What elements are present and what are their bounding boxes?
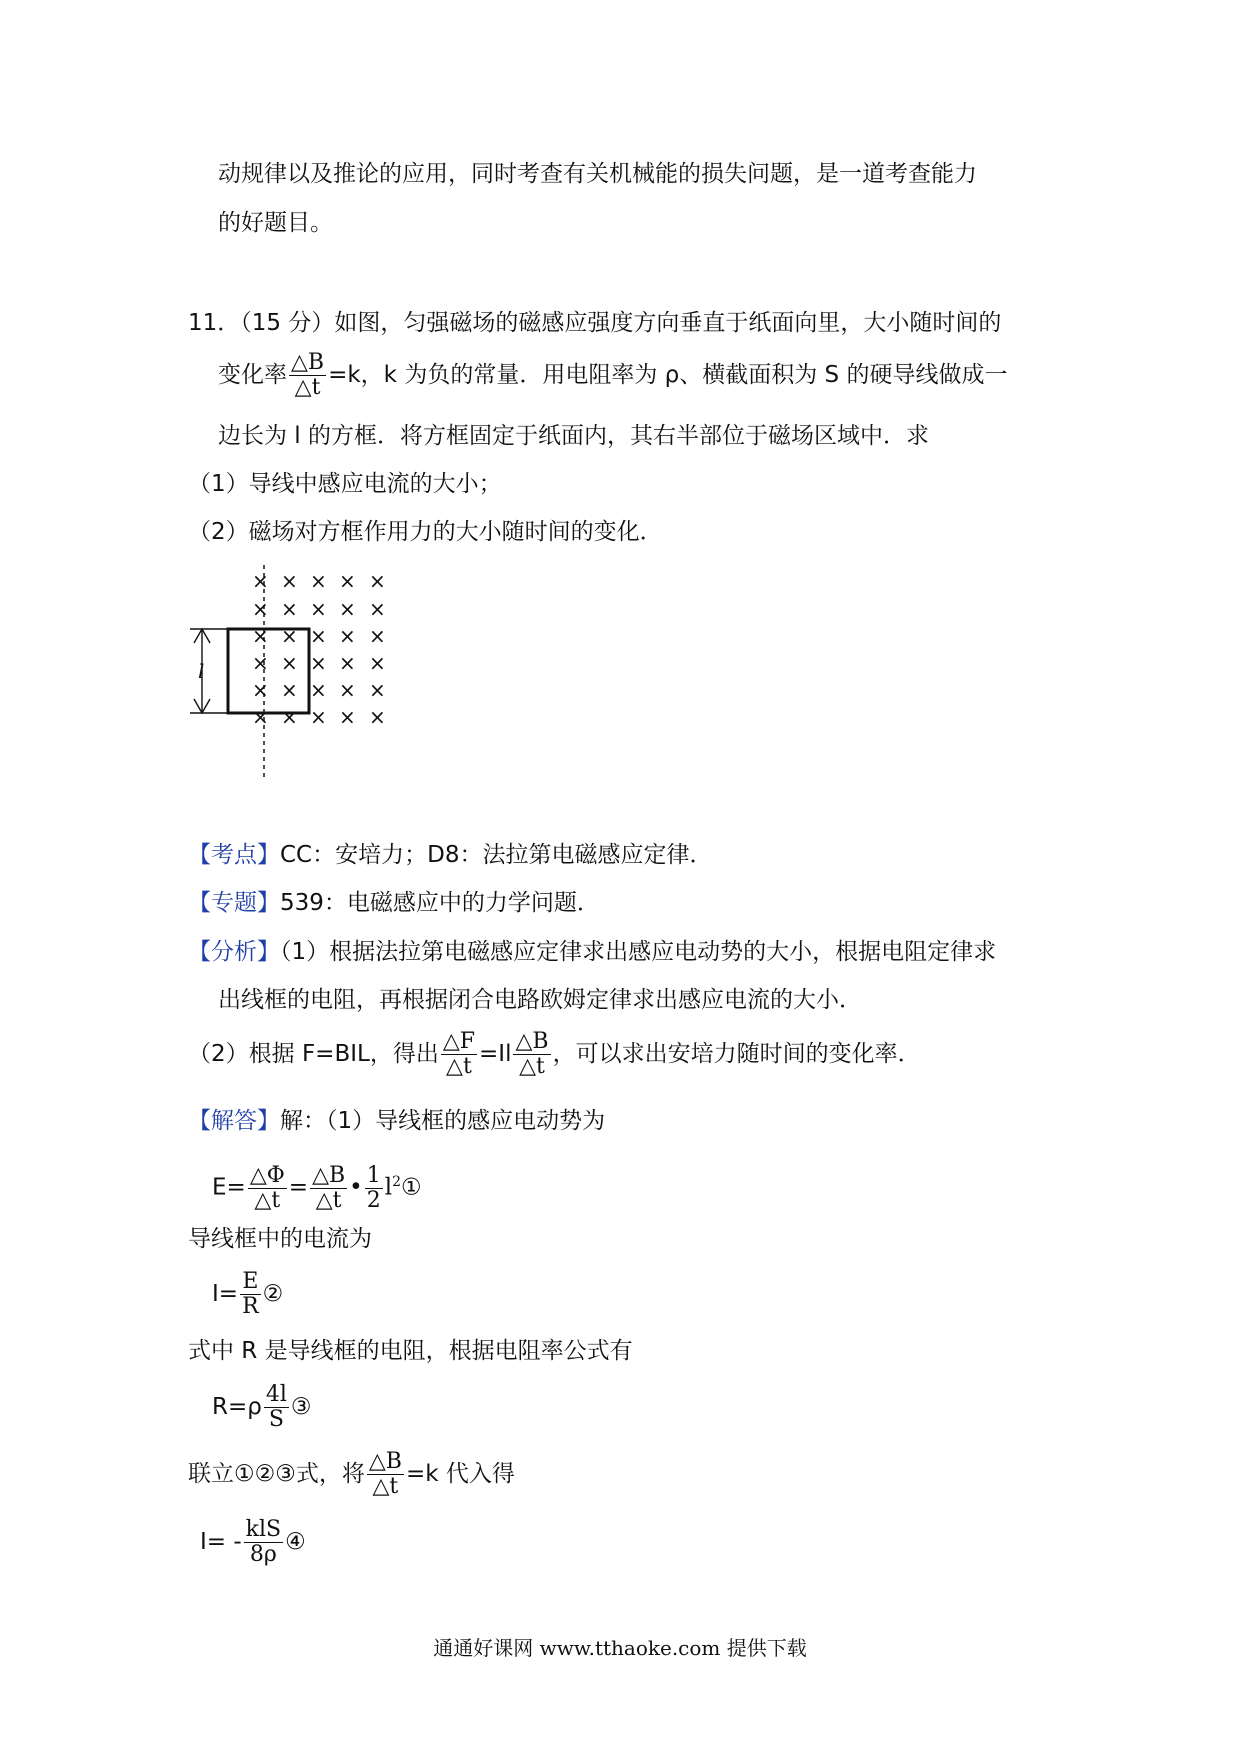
field-cross-mark: × xyxy=(281,597,298,621)
equation-4 xyxy=(200,1512,306,1572)
fraction-denominator: 8ρ xyxy=(249,1542,277,1567)
field-cross-mark: × xyxy=(310,624,327,648)
equation-3 xyxy=(212,1377,312,1437)
fraction-denominator: S xyxy=(268,1407,284,1432)
force-rate-fraction xyxy=(441,1031,477,1078)
field-cross-mark: × xyxy=(281,705,298,729)
eq1-number: ① xyxy=(401,1174,422,1201)
field-cross-mark: × xyxy=(369,651,386,675)
magnetic-field-crosses xyxy=(252,569,386,729)
field-cross-mark: × xyxy=(281,651,298,675)
problem-line-3: 边长为 l 的方框．将方框固定于纸面内，其右半部位于磁场区域中．求 xyxy=(218,423,930,449)
eq1-lhs: E= xyxy=(212,1174,246,1201)
eq4-number: ④ xyxy=(285,1529,306,1555)
field-cross-mark: × xyxy=(369,569,386,593)
magnetic-field-figure xyxy=(180,565,450,780)
fraction-denominator: △t xyxy=(372,1474,399,1499)
problem-line-1: 11．（15 分）如图，匀强磁场的磁感应强度方向垂直于纸面向里，大小随时间的 xyxy=(188,310,1002,336)
kaodian-text: CC：安培力；D8：法拉第电磁感应定律． xyxy=(280,842,713,868)
fraction-denominator: △t xyxy=(519,1054,545,1079)
fraction-denominator: R xyxy=(242,1294,259,1319)
field-cross-mark: × xyxy=(339,705,356,729)
field-cross-mark: × xyxy=(339,569,356,593)
footer-credit: 通通好课网 www.tthaoke.com 提供下载 xyxy=(433,1636,807,1660)
fraction-denominator: △t xyxy=(446,1054,472,1079)
field-cross-mark: × xyxy=(252,569,269,593)
eq3-lhs: R=ρ xyxy=(212,1394,262,1420)
zhuanti-line xyxy=(188,887,600,919)
eq2-lhs: I= xyxy=(212,1281,239,1307)
field-cross-mark: × xyxy=(252,678,269,702)
fenxi-text-1: （1）根据法拉第电磁感应定律求出感应电动势的大小，根据电阻定律求 xyxy=(280,939,997,965)
field-cross-mark: × xyxy=(252,624,269,648)
flux-rate-fraction xyxy=(248,1162,287,1213)
fraction-denominator: △t xyxy=(315,1187,342,1213)
problem-line-2-post: =k，k 为负的常量．用电阻率为 ρ、横截面积为 S 的硬导线做成一 xyxy=(328,362,1008,388)
final-current-fraction xyxy=(244,1519,283,1566)
fraction-denominator: 2 xyxy=(366,1187,381,1213)
field-rate-fraction xyxy=(367,1451,404,1498)
jieda-text-3: 式中 R 是导线框的电阻，根据电阻率公式有 xyxy=(188,1338,633,1364)
fenxi-line-3-post: ，可以求出安培力随时间的变化率． xyxy=(552,1041,921,1067)
jieda-text-4-post: =k 代入得 xyxy=(405,1461,515,1487)
field-cross-mark: × xyxy=(310,569,327,593)
field-cross-mark: × xyxy=(281,678,298,702)
field-cross-mark: × xyxy=(310,678,327,702)
field-rate-fraction xyxy=(310,1162,347,1213)
field-cross-mark: × xyxy=(310,705,327,729)
fraction-numerator: E xyxy=(240,1271,261,1295)
fenxi-tag: 【分析】 xyxy=(188,939,280,965)
eq4-lhs: I= - xyxy=(200,1529,242,1555)
zhuanti-tag: 【专题】 xyxy=(188,890,280,916)
field-cross-mark: × xyxy=(369,678,386,702)
equation-2 xyxy=(212,1264,283,1324)
eq1-l: l xyxy=(384,1174,393,1201)
prev-line-1: 动规律以及推论的应用，同时考查有关机械能的损失问题，是一道考查能力 xyxy=(218,161,977,187)
field-cross-mark: × xyxy=(281,624,298,648)
field-cross-mark: × xyxy=(339,624,356,648)
fraction-numerator: 1 xyxy=(366,1162,381,1188)
fenxi-line-3-pre: （2）根据 F=BIL，得出 xyxy=(188,1041,439,1067)
field-cross-mark: × xyxy=(252,705,269,729)
fenxi-line-3 xyxy=(188,1031,921,1078)
fraction-numerator: 4l xyxy=(265,1382,287,1407)
eq2-number: ② xyxy=(262,1281,284,1307)
zhuanti-text: 539：电磁感应中的力学问题． xyxy=(280,890,600,916)
field-rate-fraction xyxy=(513,1031,550,1078)
field-cross-mark: × xyxy=(252,597,269,621)
field-cross-mark: × xyxy=(281,569,298,593)
fraction-numerator: △B xyxy=(515,1029,549,1054)
jieda-text-4 xyxy=(188,1447,515,1501)
kaodian-line xyxy=(188,839,712,871)
fraction-denominator: △t xyxy=(294,375,321,400)
field-cross-mark: × xyxy=(310,651,327,675)
fenxi-line-1 xyxy=(188,936,996,968)
field-cross-mark: × xyxy=(339,678,356,702)
jieda-intro: 解：（1）导线框的感应电动势为 xyxy=(280,1108,606,1134)
eq3-number: ③ xyxy=(290,1394,312,1420)
equation-1 xyxy=(212,1152,422,1218)
kaodian-tag: 【考点】 xyxy=(188,842,280,868)
field-cross-mark: × xyxy=(369,597,386,621)
eq1-dot: • xyxy=(349,1174,363,1201)
fenxi-mid: =Il xyxy=(479,1041,512,1067)
fraction-numerator: klS xyxy=(245,1517,282,1542)
jieda-text-4-pre: 联立①②③式，将 xyxy=(188,1461,365,1487)
rate-fraction xyxy=(289,352,326,399)
current-fraction xyxy=(240,1271,261,1318)
field-cross-mark: × xyxy=(310,597,327,621)
fraction-numerator: △B xyxy=(368,1449,402,1474)
field-cross-mark: × xyxy=(369,624,386,648)
jieda-line xyxy=(188,1105,605,1137)
fraction-denominator: △t xyxy=(254,1187,281,1213)
fraction-numerator: △Φ xyxy=(249,1162,285,1188)
fenxi-line-2: 出线框的电阻，再根据闭合电路欧姆定律求出感应电流的大小． xyxy=(218,987,862,1013)
fraction-numerator: △F xyxy=(442,1029,476,1054)
eq1-equals: = xyxy=(288,1174,309,1201)
problem-line-2 xyxy=(218,352,1007,399)
field-cross-mark: × xyxy=(339,597,356,621)
resistance-fraction xyxy=(264,1384,289,1431)
jieda-text-2: 导线框中的电流为 xyxy=(188,1226,372,1252)
jieda-tag: 【解答】 xyxy=(188,1108,280,1134)
question-2: （2）磁场对方框作用力的大小随时间的变化． xyxy=(188,519,663,545)
field-cross-mark: × xyxy=(339,651,356,675)
field-cross-mark: × xyxy=(369,705,386,729)
prev-line-2: 的好题目。 xyxy=(218,210,333,236)
length-label: l xyxy=(198,659,205,683)
half-fraction xyxy=(365,1162,383,1213)
fraction-numerator: △B xyxy=(291,350,325,375)
question-1: （1）导线中感应电流的大小； xyxy=(188,471,502,497)
problem-line-2-pre: 变化率 xyxy=(218,362,287,388)
field-cross-mark: × xyxy=(252,651,269,675)
fraction-numerator: △B xyxy=(312,1162,346,1188)
eq1-exponent: 2 xyxy=(392,1174,402,1190)
